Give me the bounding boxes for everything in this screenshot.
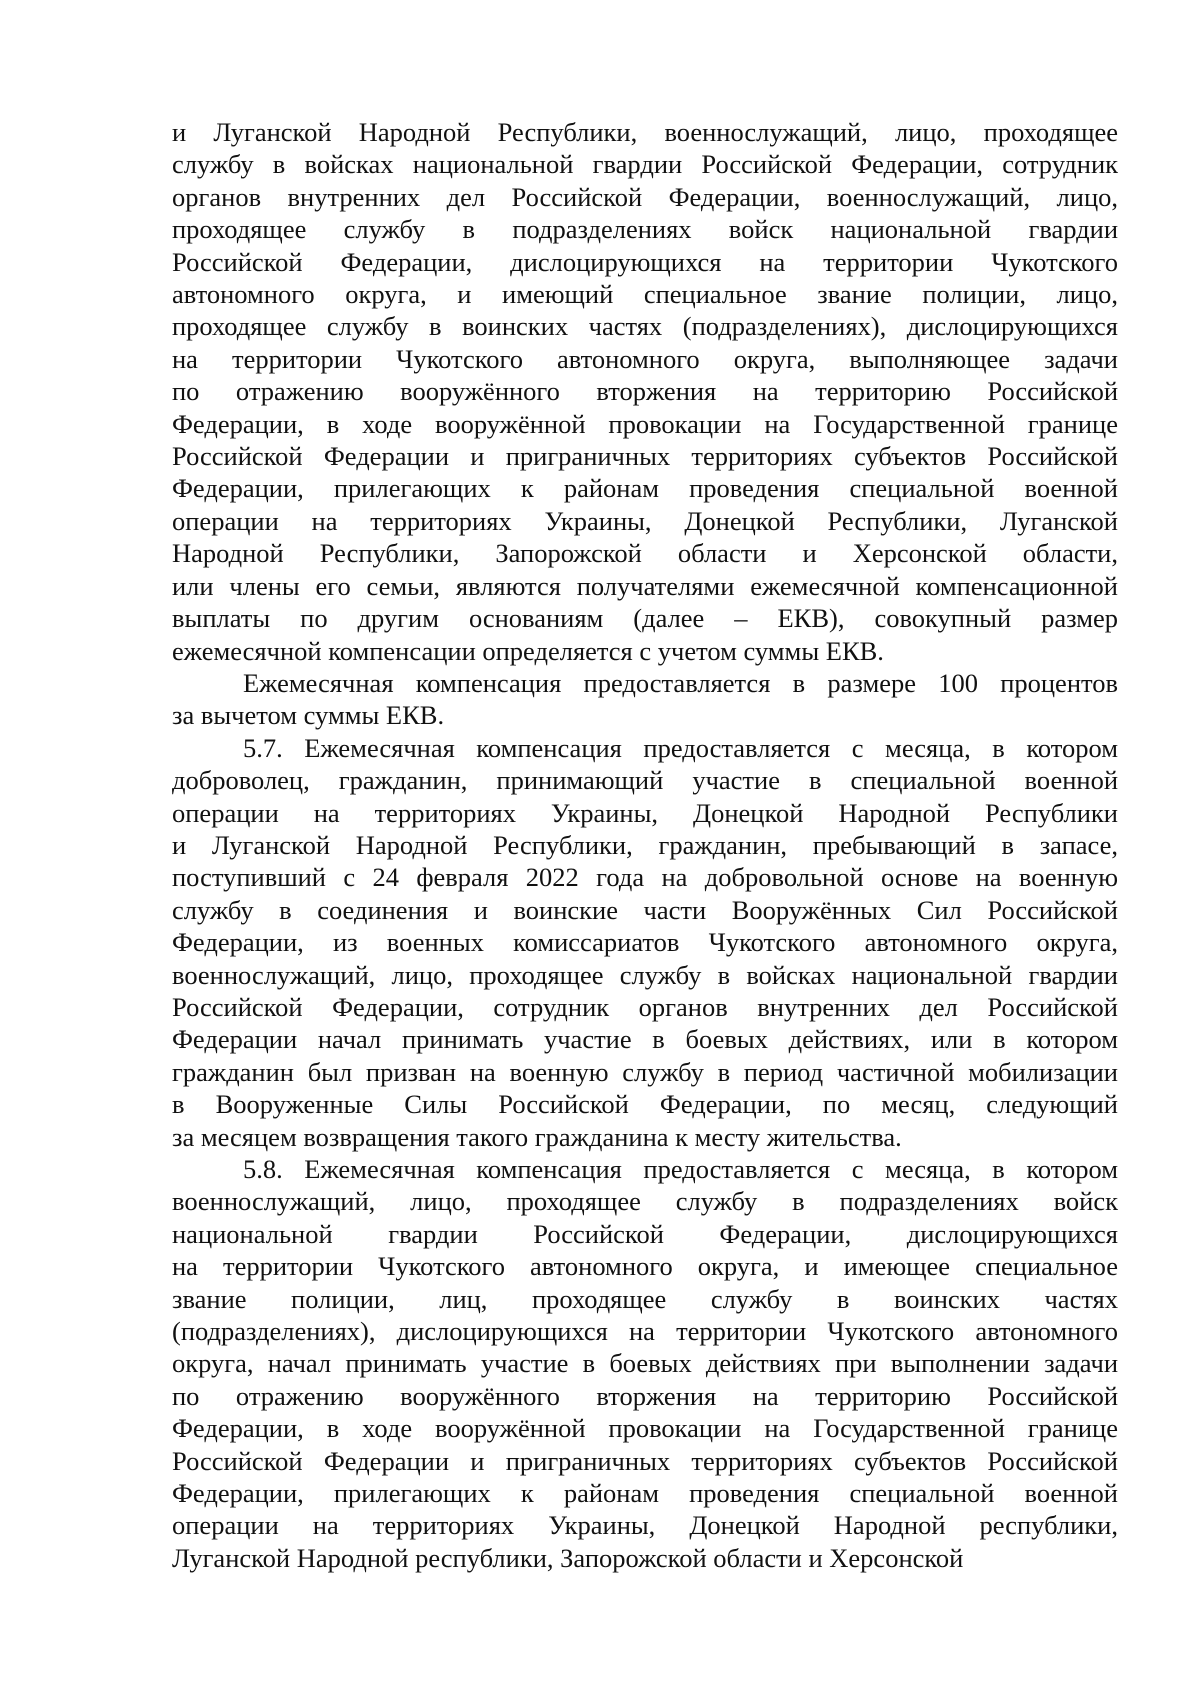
- text-line: (подразделениях), дислоцирующихся на территории Чукотского автономного: [172, 1316, 1118, 1347]
- text-line: за месяцем возвращения такого гражданина к месту жительства.: [172, 1121, 902, 1152]
- text-line: 5.8. Ежемесячная компенсация предоставляется с месяца, в котором: [243, 1154, 1118, 1184]
- text-line: гражданин был призван на военную службу в период частичной мобилизации: [172, 1056, 1118, 1087]
- text-line: доброволец, гражданин, принимающий участие в специальной военной: [172, 765, 1118, 796]
- text-line: выплаты по другим основаниям (далее – ЕКВ), совокупный размер: [172, 603, 1118, 634]
- text-line: ежемесячной компенсации определяется с учетом суммы ЕКВ.: [172, 635, 884, 666]
- text-line: Российской Федерации, сотрудник органов внутренних дел Российской: [172, 991, 1118, 1022]
- text-line: Российской Федерации и приграничных территориях субъектов Российской: [172, 1445, 1118, 1476]
- text-line: Федерации, прилегающих к районам проведения специальной военной: [172, 1478, 1118, 1509]
- text-line: или члены его семьи, являются получателями ежемесячной компенсационной: [172, 570, 1118, 601]
- text-line: за вычетом суммы ЕКВ.: [172, 700, 445, 731]
- text-line: Федерации, в ходе вооружённой провокации на Государственной границе: [172, 408, 1118, 439]
- text-line: округа, начал принимать участие в боевых действиях при выполнении задачи: [172, 1348, 1118, 1379]
- text-line: службу в соединения и воинские части Вооружённых Сил Российской: [172, 894, 1118, 925]
- document-body: [172, 116, 1118, 1574]
- text-line: автономного округа, и имеющий специальное звание полиции, лицо,: [172, 279, 1118, 310]
- text-line: службу в войсках национальной гвардии Российской Федерации, сотрудник: [172, 149, 1118, 180]
- text-line: национальной гвардии Российской Федерации, дислоцирующихся: [172, 1218, 1118, 1249]
- text-line: Российской Федерации, дислоцирующихся на территории Чукотского: [172, 246, 1118, 277]
- text-line: военнослужащий, лицо, проходящее службу в войсках национальной гвардии: [172, 959, 1118, 990]
- text-line: Луганской Народной республики, Запорожской области и Херсонской: [172, 1542, 964, 1573]
- text-line: на территории Чукотского автономного округа, выполняющее задачи: [172, 343, 1118, 374]
- text-line: Федерации начал принимать участие в боевых действиях, или в котором: [172, 1024, 1118, 1055]
- text-line: в Вооруженные Силы Российской Федерации, по месяц, следующий: [172, 1089, 1118, 1120]
- text-line: Федерации, в ходе вооружённой провокации на Государственной границе: [172, 1413, 1118, 1444]
- text-line: на территории Чукотского автономного округа, и имеющее специальное: [172, 1251, 1118, 1282]
- text-line: проходящее службу в подразделениях войск национальной гвардии: [172, 214, 1118, 245]
- text-line: операции на территориях Украины, Донецкой Народной Республики: [172, 797, 1118, 828]
- paragraph-p3: [172, 732, 1118, 1153]
- text-line: по отражению вооружённого вторжения на территорию Российской: [172, 1380, 1118, 1411]
- text-line: 5.7. Ежемесячная компенсация предоставляется с месяца, в котором: [243, 732, 1118, 763]
- text-line: Федерации, из военных комиссариатов Чукотского автономного округа,: [172, 927, 1118, 958]
- text-line: военнослужащий, лицо, проходящее службу в подразделениях войск: [172, 1186, 1118, 1217]
- text-line: звание полиции, лиц, проходящее службу в воинских частях: [172, 1283, 1118, 1314]
- paragraph-p2: [172, 667, 1118, 732]
- paragraph-p4: [172, 1153, 1118, 1574]
- text-line: и Луганской Народной Республики, военнослужащий, лицо, проходящее: [172, 117, 1118, 147]
- text-line: поступивший с 24 февраля 2022 года на добровольной основе на военную: [172, 862, 1118, 893]
- text-line: Российской Федерации и приграничных территориях субъектов Российской: [172, 441, 1118, 472]
- text-line: Федерации, прилегающих к районам проведения специальной военной: [172, 473, 1118, 504]
- text-line: операции на территориях Украины, Донецкой Народной республики,: [172, 1510, 1118, 1541]
- text-line: органов внутренних дел Российской Федерации, военнослужащий, лицо,: [172, 181, 1118, 212]
- text-line: по отражению вооружённого вторжения на территорию Российской: [172, 376, 1118, 407]
- text-line: проходящее службу в воинских частях (подразделениях), дислоцирующихся: [172, 311, 1118, 342]
- paragraph-p1: [172, 116, 1118, 667]
- text-line: Ежемесячная компенсация предоставляется в размере 100 процентов: [243, 667, 1118, 698]
- text-line: Народной Республики, Запорожской области и Херсонской области,: [172, 538, 1118, 569]
- text-line: операции на территориях Украины, Донецкой Республики, Луганской: [172, 505, 1118, 536]
- text-line: и Луганской Народной Республики, гражданин, пребывающий в запасе,: [172, 829, 1118, 860]
